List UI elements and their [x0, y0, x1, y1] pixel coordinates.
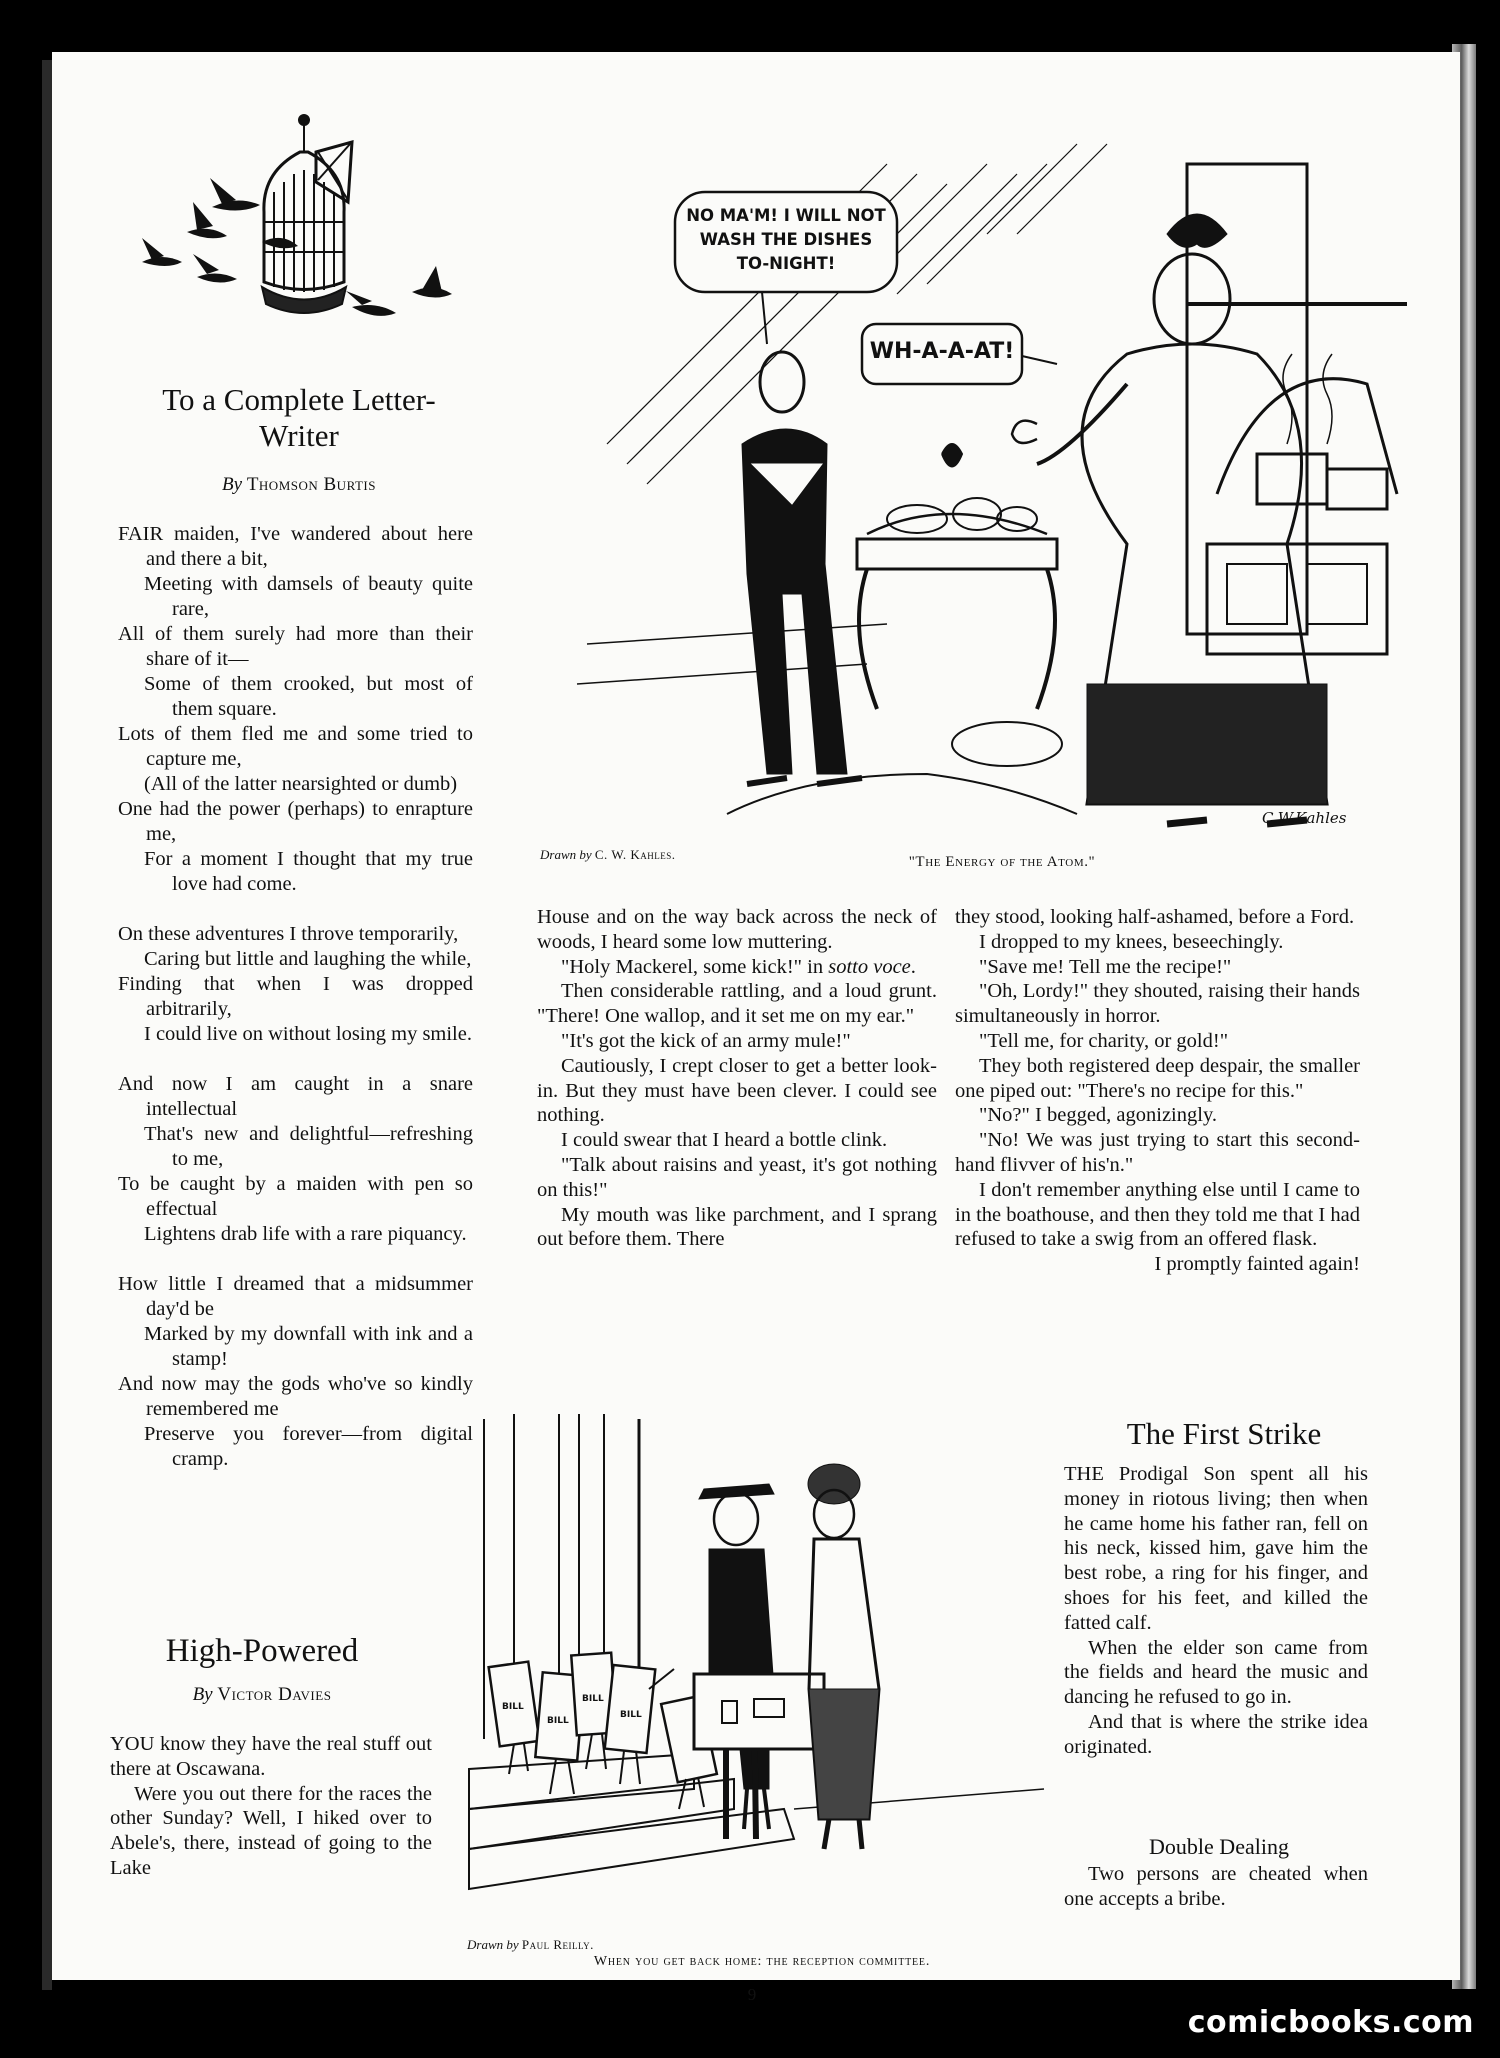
- paragraph: THE Prodigal Son spent all his money in riotous living; then when he came home his father ran, fell on his neck, kissed him, gave him the best robe, a ring for his finger, and shoes for his feet, and killed the fatted calf.: [1064, 1463, 1368, 1634]
- cartoon1-credit: [540, 847, 676, 863]
- bill-label: BILL: [582, 1694, 604, 1704]
- poem-line: That's new and delightful—refreshing to me,: [144, 1123, 473, 1170]
- poem-line: I could live on without losing my smile.: [144, 1023, 472, 1045]
- paragraph: "No?" I begged, agonizingly.: [979, 1104, 1217, 1127]
- poem-line: FAIR maiden, I've wandered about here and there a bit,: [118, 523, 473, 570]
- dealing-body: [1064, 1862, 1368, 1912]
- poem-line: Meeting with damsels of beauty quite rare,: [144, 573, 473, 620]
- artist-signature-kahles: C.W.Kahles: [1262, 809, 1347, 827]
- poem-line: And now may the gods who've so kindly remembered me: [118, 1373, 473, 1420]
- paragraph: Were you out there for the races the other Sunday? Well, I hiked over to Abele's, there, instead of going to the Lake: [110, 1782, 432, 1879]
- paragraph: I could swear that I heard a bottle clink.: [561, 1129, 888, 1152]
- paragraph: House and on the way back across the neck of woods, I heard some low muttering.: [537, 906, 937, 953]
- story-column-3: [955, 905, 1360, 1277]
- credit-name: Paul Reilly.: [521, 1937, 594, 1952]
- stanza-break: [118, 1247, 473, 1272]
- paragraph: They both registered deep despair, the smaller one piped out: "There's no recipe for this.": [955, 1054, 1360, 1102]
- paragraph: "Save me! Tell me the recipe!": [979, 955, 1232, 978]
- poem-body: [118, 522, 473, 1472]
- poem-line: How little I dreamed that a midsummer day'd be: [118, 1273, 473, 1320]
- strike-title: The First Strike: [1126, 1416, 1322, 1451]
- paragraph: "Holy Mackerel, some kick!" in sotto voce.: [561, 955, 916, 978]
- bill-label: BILL: [547, 1716, 569, 1726]
- poem-line: Marked by my downfall with ink and a stamp!: [144, 1323, 473, 1370]
- stanza-break: [118, 1047, 473, 1072]
- strike-body: [1064, 1462, 1368, 1760]
- poem-line: And now I am caught in a snare intellectual: [118, 1073, 473, 1120]
- paragraph: And that is where the strike idea originated.: [1064, 1710, 1368, 1758]
- paragraph: they stood, looking half-ashamed, before a Ford.: [955, 906, 1355, 928]
- poem-line: For a moment I thought that my true love had come.: [144, 848, 473, 895]
- paragraph: "Oh, Lordy!" they shouted, raising their hands simultaneously in horror.: [955, 980, 1360, 1028]
- book-left-edge: [42, 60, 52, 1990]
- poem-line: All of them surely had more than their share of it—: [118, 623, 473, 670]
- paragraph: Cautiously, I crept closer to get a better look-in. But they must have been clever. I could see nothing.: [537, 1054, 937, 1127]
- birdcage-illustration: [112, 112, 482, 357]
- credit-name: C. W. Kahles.: [594, 847, 676, 862]
- bill-labels: [492, 1674, 672, 1774]
- paragraph: My mouth was like parchment, and I sprang out before them. There: [537, 1203, 937, 1251]
- paragraph: "Tell me, for charity, or gold!": [979, 1029, 1229, 1052]
- bubble-line: TO-NIGHT!: [736, 254, 836, 273]
- poem-line: On these adventures I throve temporarily,: [118, 923, 459, 945]
- paragraph: When the elder son came from the fields and heard the music and dancing he refused to go in.: [1064, 1636, 1368, 1709]
- poem-line: One had the power (perhaps) to enrapture me,: [118, 798, 473, 845]
- paragraph: I don't remember anything else until I came to in the boathouse, and then they told me that I had refused to take a swig from an offered flask.: [955, 1178, 1360, 1251]
- page-number: 9: [747, 1985, 757, 2004]
- bill-label: BILL: [502, 1702, 524, 1712]
- byline-prefix: By: [192, 1684, 213, 1705]
- poem-line: Caring but little and laughing the while,: [144, 948, 472, 970]
- stanza-break: [118, 897, 473, 922]
- paragraph: YOU know they have the real stuff out there at Oscawana.: [110, 1733, 432, 1780]
- paragraph: "No! We was just trying to start this second-hand flivver of his'n.": [955, 1129, 1360, 1176]
- dealing-title: Double Dealing: [1149, 1834, 1289, 1859]
- byline-author: Thomson Burtis: [246, 474, 376, 495]
- cartoon2-credit: [467, 1937, 594, 1953]
- poem-title: To a Complete Letter-Writer: [162, 382, 436, 453]
- poem-byline: [124, 474, 474, 496]
- paragraph: I promptly fainted again!: [1154, 1253, 1360, 1276]
- speech-bubble-man: [675, 204, 897, 276]
- story-byline: [112, 1684, 412, 1706]
- credit-prefix: Drawn by: [467, 1937, 519, 1952]
- story-column-1: [110, 1732, 432, 1881]
- story-title: High-Powered: [165, 1633, 359, 1669]
- site-watermark: comicbooks.com: [1187, 2005, 1474, 2040]
- paragraph: Then considerable rattling, and a loud grunt. "There! One wallop, and it set me on my ear.": [537, 980, 937, 1028]
- poem-line: Some of them crooked, but most of them square.: [144, 673, 473, 720]
- bubble-line: WASH THE DISHES: [699, 230, 873, 249]
- bill-label: BILL: [620, 1710, 642, 1720]
- paragraph: I dropped to my knees, beseechingly.: [979, 930, 1284, 953]
- byline-author: Victor Davies: [217, 1684, 332, 1705]
- speech-bubble-woman: WH-A-A-AT!: [869, 339, 1015, 364]
- credit-prefix: Drawn by: [540, 847, 592, 862]
- poem-line: Finding that when I was dropped arbitrarily,: [118, 973, 473, 1020]
- dealing-text: Two persons are cheated when one accepts a bribe.: [1064, 1863, 1368, 1910]
- cartoon1-caption: "The Energy of the Atom.": [908, 854, 1096, 870]
- poem-line: Preserve you forever—from digital cramp.: [144, 1423, 473, 1470]
- poem-line: Lots of them fled me and some tried to capture me,: [118, 723, 473, 770]
- poem-line: Lightens drab life with a rare piquancy.: [144, 1223, 467, 1245]
- bubble-line: NO MA'M! I WILL NOT: [686, 206, 886, 225]
- paragraph: "Talk about raisins and yeast, it's got nothing on this!": [537, 1153, 937, 1201]
- cartoon-energy-of-atom: [567, 124, 1407, 844]
- byline-prefix: By: [222, 474, 243, 495]
- poem-line: To be caught by a maiden with pen so effectual: [118, 1173, 473, 1220]
- paragraph: "It's got the kick of an army mule!": [561, 1029, 851, 1052]
- cartoon2-caption: When you get back home: the reception committee.: [593, 1954, 931, 1969]
- poem-line: (All of the latter nearsighted or dumb): [144, 773, 458, 795]
- magazine-page: [52, 52, 1460, 2004]
- story-column-2: [537, 905, 937, 1252]
- cartoon-reception-committee: [464, 1409, 1054, 1934]
